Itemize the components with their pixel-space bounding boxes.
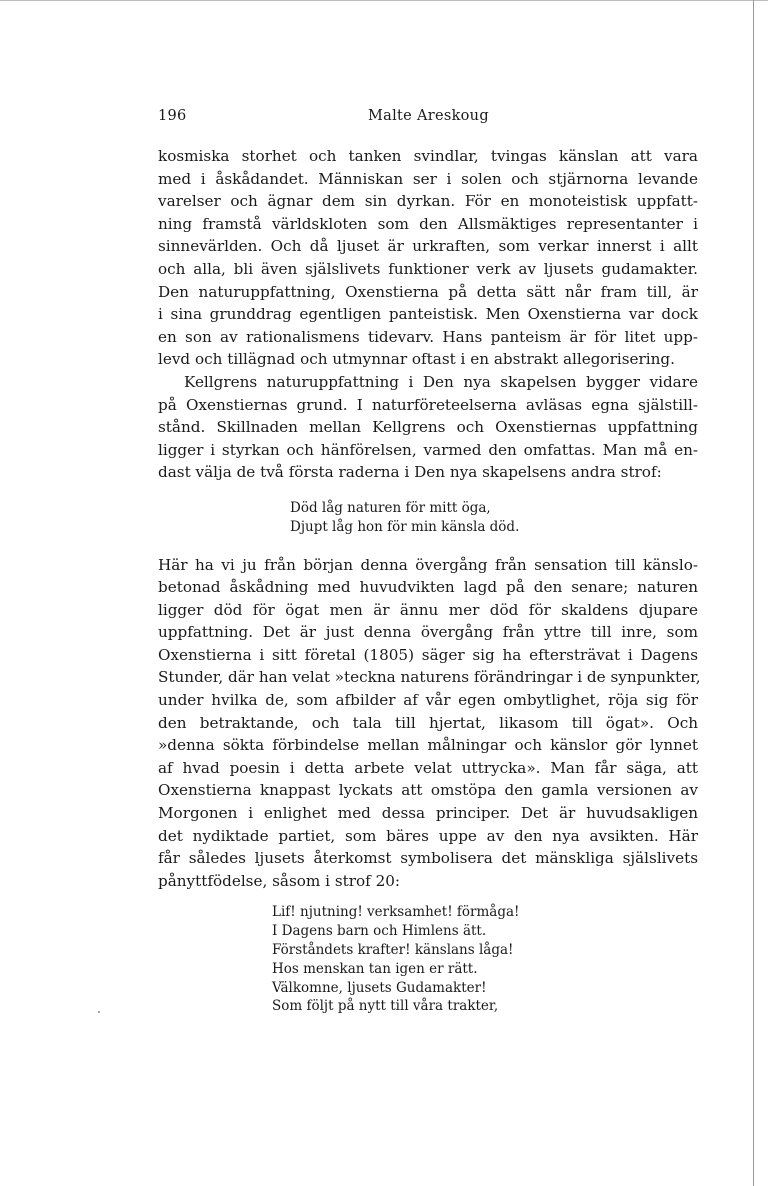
paragraph-3 (158, 554, 701, 893)
text-line: den betraktande, och tala till hjertat, likasom till ögat». Och (158, 713, 698, 732)
verse-quote-2 (272, 903, 698, 1016)
verse-line: Förståndets krafter! känslans låga! (272, 942, 514, 958)
scan-right-edge (753, 0, 754, 1186)
verse-line: Lif! njutning! verksamhet! förmåga! (272, 904, 520, 921)
page-number: 196 (158, 108, 187, 124)
text-line: Den naturuppfattning, Oxenstierna på detta sätt når fram till, är (158, 282, 698, 301)
text-line: pånyttfödelse, såsom i strof 20: (158, 871, 401, 890)
text-line: kosmiska storhet och tanken svindlar, tvingas känslan att vara (158, 147, 698, 165)
text-line: »denna sökta förbindelse mellan målningar och känslor gör lynnet (158, 736, 698, 755)
text-line: Oxenstierna i sitt företal (1805) säger sig ha eftersträvat i Dagens (158, 645, 698, 664)
text-line: en son av rationalismens tidevarv. Hans panteism är för litet upp- (158, 327, 698, 346)
paragraph-2 (158, 371, 698, 484)
text-line: under hvilka de, som afbilder af vår egen ombytlighet, röja sig för (158, 691, 698, 710)
text-line: stånd. Skillnaden mellan Kellgrens och Oxenstiernas uppfattning (158, 418, 698, 437)
text-line: Kellgrens naturuppfattning i Den nya skapelsen bygger vidare (184, 372, 698, 391)
scan-speck (98, 1011, 100, 1013)
text-line: och alla, bli även själslivets funktioner verk av ljusets gudamakter. (158, 259, 698, 278)
verse-line: Välkomne, ljusets Gudamakter! (272, 979, 487, 996)
verse-line: Hos menskan tan igen er rätt. (272, 960, 478, 977)
text-line: med i åskådandet. Människan ser i solen och stjärnorna levande (158, 169, 698, 188)
text-line: ning framstå världskloten som den Allsmäktiges representanter i (158, 214, 698, 233)
book-page (158, 108, 701, 1016)
text-line: får således ljusets återkomst symbolisera det mänskliga själslivets (158, 849, 698, 868)
text-line: ligger död för ögat men är ännu mer död för skaldens djupare (158, 600, 698, 619)
text-line: af hvad poesin i detta arbete velat uttrycka». Man får säga, att (158, 758, 698, 777)
verse-line: Död låg naturen för mitt öga, (290, 499, 491, 516)
text-line: Oxenstierna knappast lyckats att omstöpa den gamla versionen av (158, 781, 698, 800)
text-line: Stunder, där han velat »teckna naturens förändringar i de synpunkter, (158, 668, 701, 687)
text-line: Morgonen i enlighet med dessa principer. Det är huvudsakligen (158, 804, 698, 823)
running-title: Malte Areskoug (368, 108, 489, 124)
paragraph-1 (158, 145, 698, 371)
text-line: uppfattning. Det är just denna övergång från yttre till inre, som (158, 623, 698, 642)
text-line: i sina grunddrag egentligen panteistisk. Men Oxenstierna var dock (158, 305, 698, 324)
verse-quote-1 (290, 499, 698, 537)
running-header (158, 108, 698, 130)
verse-line: I Dagens barn och Himlens ätt. (272, 923, 487, 940)
scan-top-edge (0, 0, 768, 1)
text-line: levd och tillägnad och utmynnar oftast i en abstrakt allegorisering. (158, 350, 675, 369)
text-line: ligger i styrkan och hänförelsen, varmed den omfattas. Man må en- (158, 440, 698, 459)
text-line: sinnevärlden. Och då ljuset är urkraften, som verkar innerst i allt (158, 237, 698, 256)
verse-line: Djupt låg hon för min känsla död. (290, 518, 520, 535)
text-line: dast välja de två första raderna i Den nya skapelsens andra strof: (158, 463, 662, 482)
text-line: på Oxenstiernas grund. I naturföreteelserna avläsas egna själstill- (158, 395, 698, 414)
text-line: varelser och ägnar dem sin dyrkan. För en monoteistisk uppfatt- (158, 192, 698, 211)
text-line: Här ha vi ju från början denna övergång från sensation till känslo- (158, 555, 698, 574)
text-line: betonad åskådning med huvudvikten lagd på den senare; naturen (158, 578, 698, 597)
verse-line: Som följt på nytt till våra trakter, (272, 998, 499, 1015)
text-line: det nydiktade partiet, som bäres uppe av den nya avsikten. Här (158, 826, 698, 845)
